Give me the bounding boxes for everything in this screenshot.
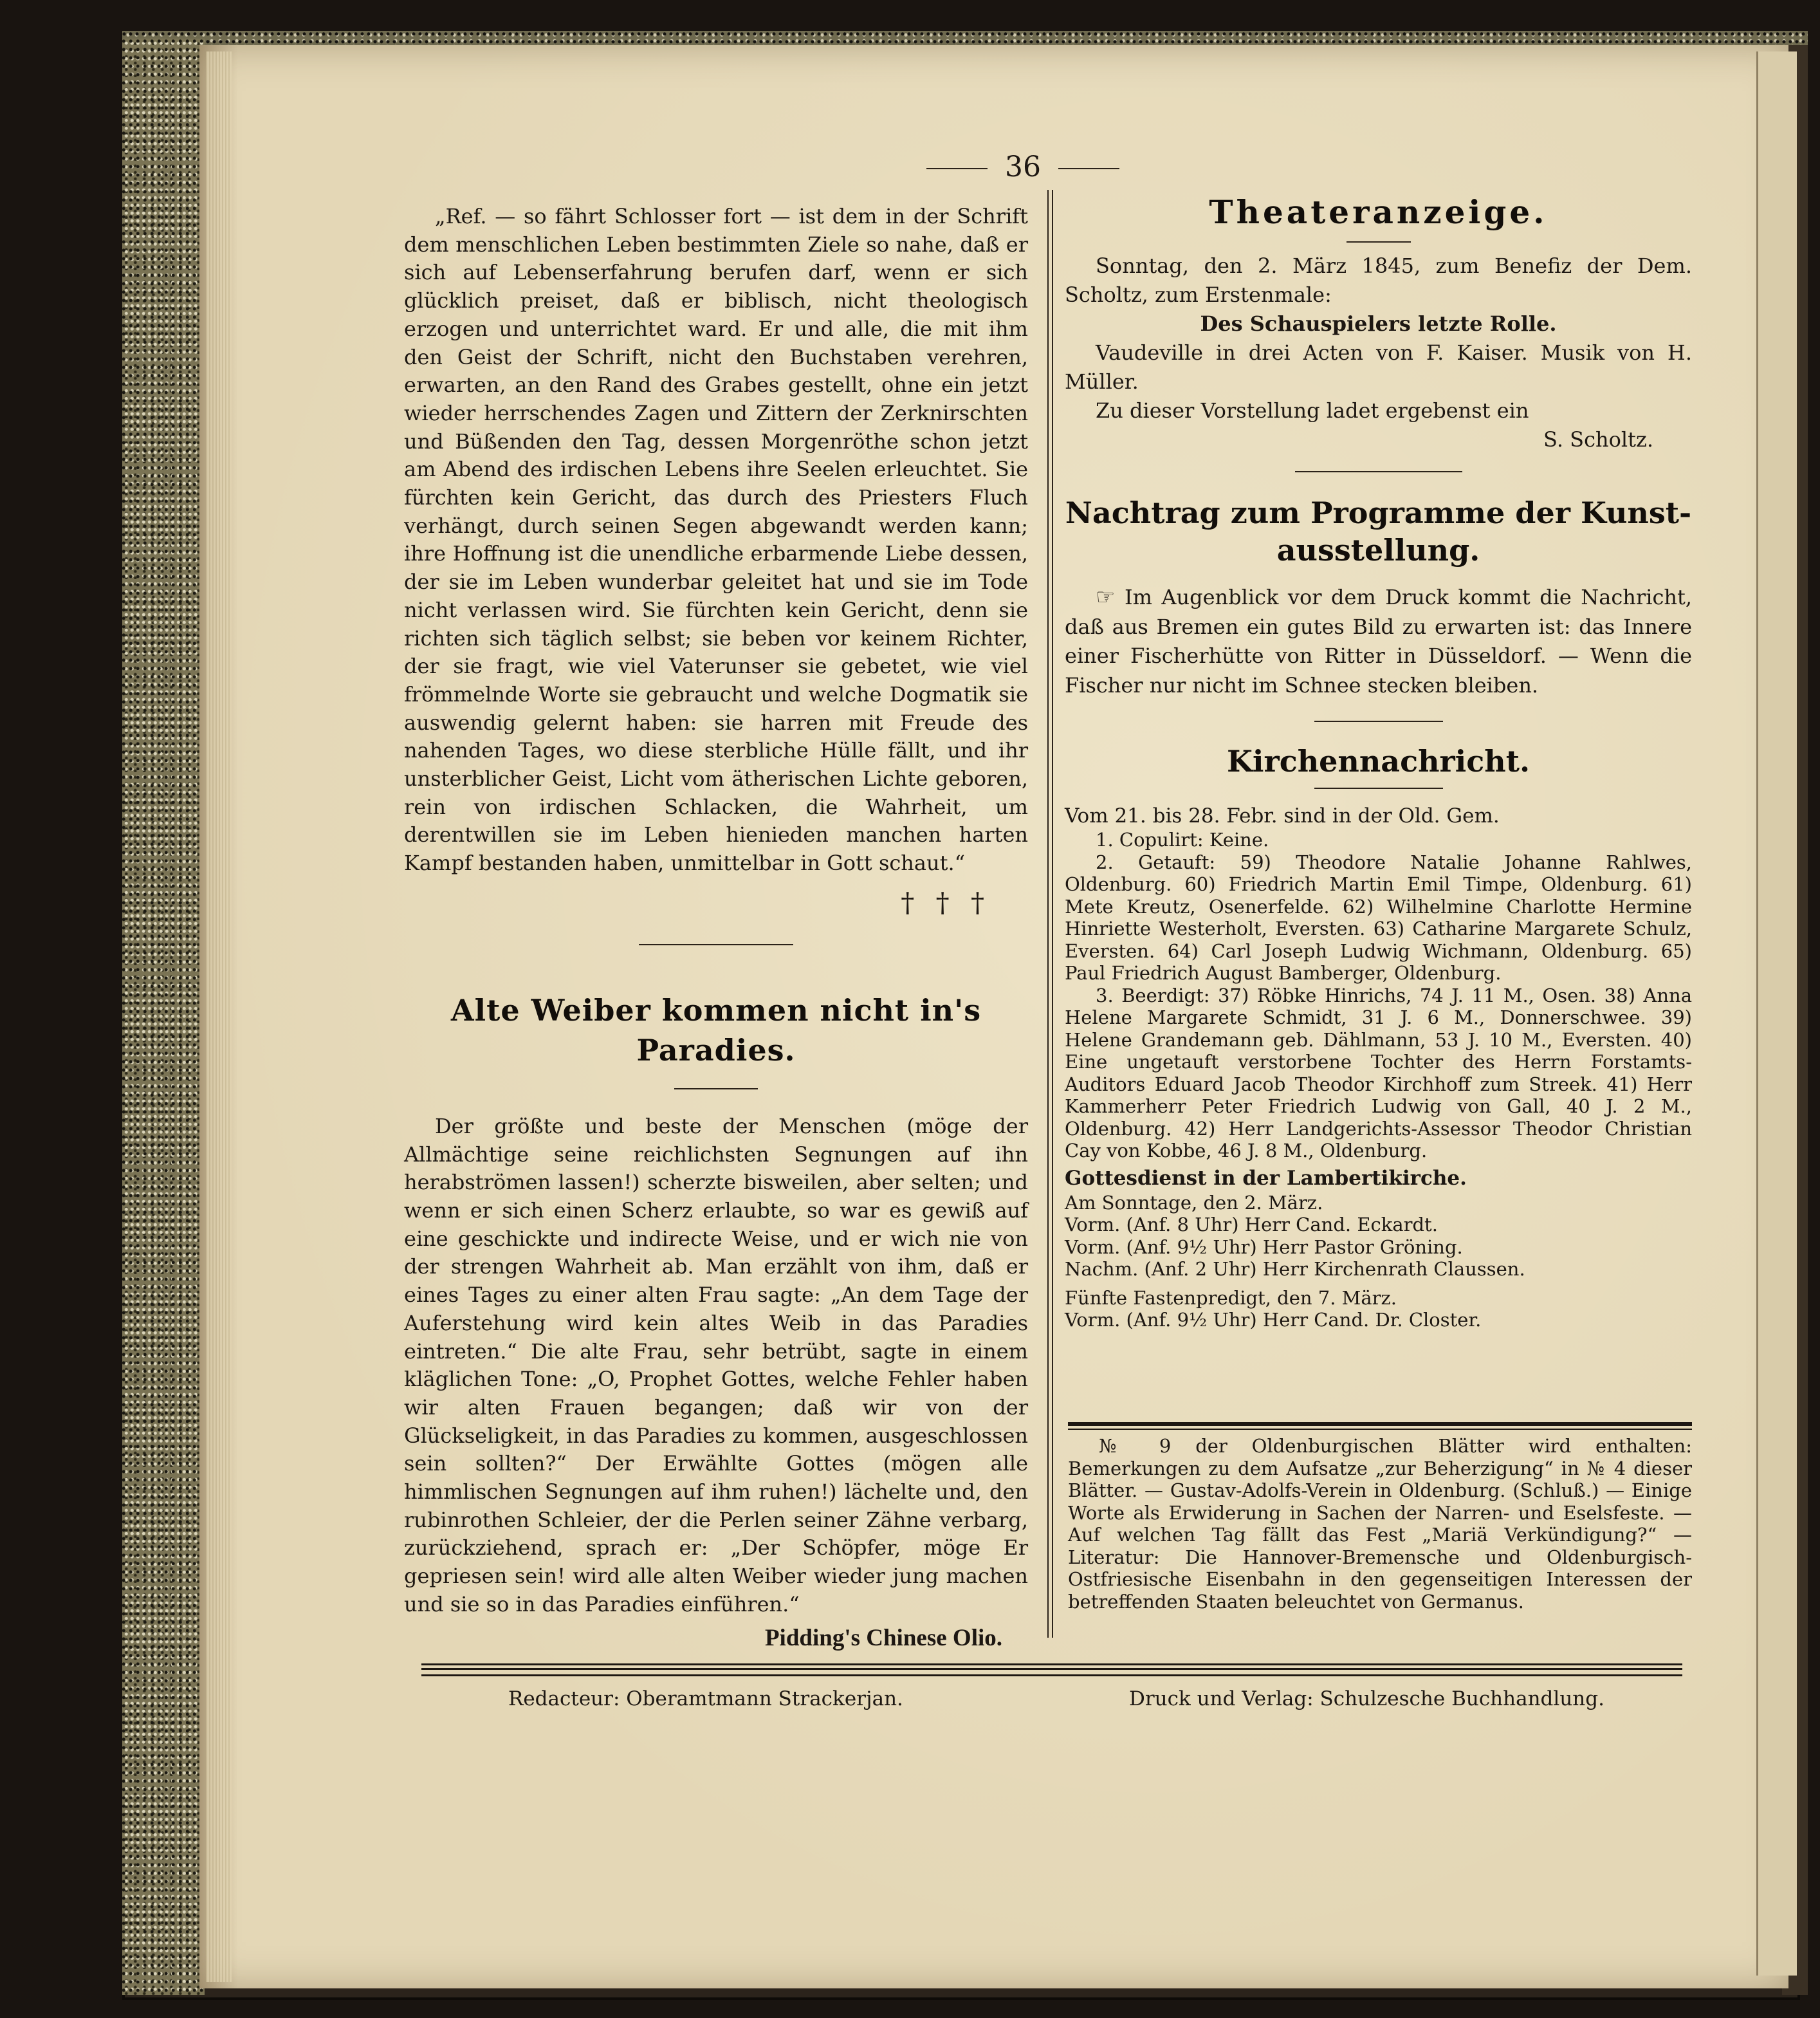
theater-underline [1347,241,1411,243]
gottesdienst-title: Gottesdienst in der Lambertikirche. [1065,1166,1467,1190]
footer-publisher: Druck und Verlag: Schulzesche Buchhandlung. [1129,1687,1604,1710]
footer-rule [421,1663,1682,1676]
kirchen-title: Kirchennachricht. [1227,744,1530,779]
marbled-cover-spine [122,39,205,1995]
kirchen-intro: Vom 21. bis 28. Febr. sind in der Old. Gem. [1065,804,1500,828]
separator-rule [1295,471,1462,472]
right-column [1065,190,1692,1331]
notice-text: № 9 der Oldenburgischen Blätter wird enthalten: Bemerkungen zu dem Aufsatze „zur Beherzigung“ in № 4 dieser Blätter. — Gustav-Adolfs-Verein in Oldenburg. (Schluß.) — Einige Worte als Erwiderung in Sachen der Narren- und Eselsfeste. — Auf welchen Tag fällt das Fest „Mariä Verkündigung?“ — Literatur: Die Hannover-Bremensche und Oldenburgisch-Ostfriesische Eisenbahn in den gegenseitigen Interessen der betreffenden Staaten beleuchtet von Germanus. [1068,1435,1692,1613]
kirchen-copulirt: 1. Copulirt: Keine. [1096,829,1269,851]
article-title-line2: Paradies. [636,1032,796,1068]
page-number: 36 [926,145,1119,190]
article-body: Der größte und beste der Menschen (möge der Allmächtige seine reichlichsten Segnungen auf ihn herabströmen lassen!) scherzte bisweilen, aber selten; und wenn er sich einen Scherz erlaubte, so war es gewiß auf eine geschickte und indirecte Weise, und er wich nie von der strengen Wahrheit ab. Man erzählt von ihm, daß er eines Tages zu einer alten Frau sagte: „An dem Tage der Auferstehung wird kein altes Weib in das Paradies eintreten.“ Die alte Frau, sehr betrübt, sagte in einem kläglichen Tone: „O, Prophet Gottes, welche Fehler haben wir alten Frauen begangen; daß wir von der Glückseligkeit, in das Paradies zu kommen, ausgeschlossen sein sollten?“ Der Erwählte Gottes (mögen alle himmlischen Segnungen auf ihm ruhen!) lächelte und, den rubinrothen Schleier, der die Perlen seiner Zähne verbarg, zurückziehend, sprach er: „Der Schöpfer, möge Er gepriesen sein! wird alle alten Weiber wieder jung machen und sie so in das Paradies einführen.“ [404,1113,1028,1616]
crosses-ornament: † † † [901,886,991,918]
theater-line2: Vaudeville in drei Acten von F. Kaiser. Musik von H. Müller. [1065,340,1692,394]
theater-line3: Zu dieser Vorstellung ladet ergebenst ein [1096,398,1529,423]
theater-signature: S. Scholtz. [1543,427,1653,452]
page-gutter [206,51,232,1982]
sunday-line: Am Sonntage, den 2. März. [1065,1191,1323,1214]
title-underline [674,1088,758,1089]
nachtrag-text: Im Augenblick vor dem Druck kommt die Nachricht, daß aus Bremen ein gutes Bild zu erwarten ist: das Innere einer Fischerhütte von Ritter in Düsseldorf. — Wenn die Fischer nur nicht im Schnee stecken bleiben. [1065,585,1693,698]
theater-line1: Sonntag, den 2. März 1845, zum Benefiz der Dem. Scholtz, zum Erstenmale: [1065,254,1692,307]
column-divider [1047,190,1053,1638]
notice-box [1068,1422,1692,1613]
kirchen-getauft: 2. Getauft: 59) Theodore Natalie Johanne Rahlwes, Oldenburg. 60) Friedrich Martin Emil Timpe, Oldenburg. 61) Mete Kreutz, Osenerfelde. 62) Wilhelmine Charlotte Hermine Hinriette Westerholt, Eversten. 63) Catharine Margarete Schulz, Eversten. 64) Carl Joseph Ludwig Wichmann, Oldenburg. 65) Paul Friedrich August Bamberger, Oldenburg. [1065,851,1692,984]
fasten-line: Fünfte Fastenpredigt, den 7. März. [1065,1286,1397,1309]
nachtrag-title-line2: ausstellung. [1276,533,1480,568]
kirchen-beerdigt: 3. Beerdigt: 37) Röbke Hinrichs, 74 J. 11 M., Osen. 38) Anna Helene Margarete Schmidt, 31 J. 6 M., Donnerschwee. 39) Helene Grandemann geb. Dählmann, 53 J. 10 M., Eversten. 40) Eine ungetauft verstorbene Tochter des Herrn Forstamts-Auditors Eduard Jacob Theodor Kirchhoff zum Streek. 41) Herr Kammerherr Peter Friedrich Ludwig von Gall, 40 J. 2 M., Oldenburg. 42) Herr Landgerichts-Assessor Theodor Christian Cay von Kobbe, 46 J. 8 M., Oldenburg. [1065,984,1692,1162]
footer-editor: Redacteur: Oberamtmann Strackerjan. [508,1687,903,1710]
service-1: Vorm. (Anf. 8 Uhr) Herr Cand. Eckardt. [1065,1214,1438,1236]
quote-paragraph: „Ref. — so fährt Schlosser fort — ist dem in der Schrift dem menschlichen Leben bestimmten Ziele so nahe, daß er sich auf Lebenserfahrung berufen darf, wenn er sich glücklich preiset, daß er biblisch, nicht theologisch erzogen und unterrichtet ward. Er und alle, die mit ihm den Geist der Schrift, nicht den Buchstaben verehren, erwarten, an den Rand des Grabes gestellt, ohne ein jetzt wieder herrschendes Zagen und Zittern der Zerknirschten und Büßenden den Tag, dessen Morgenröthe schon jetzt am Abend des irdischen Lebens ihre Seelen erleuchtet. Sie fürchten kein Gericht, das durch des Priesters Fluch verhängt, durch seinen Segen abgewandt werden kann; ihre Hoffnung ist die unendliche erbarmende Liebe dessen, der sie im Leben wunderbar geleitet hat und sie im Tode nicht verlassen wird. Sie fürchten kein Gericht, denn sie richten sich täglich selbst; sie beben vor keinem Richter, der sie fragt, wie viel Vaterunser sie gebetet, wie viel frömmelnde Worte sie gebraucht und welche Dogmatik sie auswendig gelernt haben: sie harren mit Freude des nahenden Tages, wo diese sterbliche Hülle fällt, und ihr unsterblicher Geist, Licht vom ätherischen Lichte geboren, rein von irdischen Schlacken, die Wahrheit, um derentwillen sie im Leben hienieden manchen harten Kampf bestanden haben, unmittelbar in Gott schaut.“ [404,204,1028,876]
service-3: Nachm. (Anf. 2 Uhr) Herr Kirchenrath Claussen. [1065,1258,1525,1280]
play-title: Des Schauspielers letzte Rolle. [1200,311,1557,336]
theater-title: Theateranzeige. [1209,193,1548,231]
next-page-edge [1756,51,1797,1976]
pointing-hand-icon: ☞ [1096,584,1116,610]
kirchen-underline [1314,788,1443,789]
left-column [404,203,1028,1652]
nachtrag-title-line1: Nachtrag zum Programme der Kunst- [1065,495,1692,530]
article-source: Pidding's Chinese Olio. [764,1624,1002,1651]
article-title-line1: Alte Weiber kommen nicht in's [450,992,982,1028]
service-2: Vorm. (Anf. 9½ Uhr) Herr Pastor Gröning. [1065,1236,1463,1258]
service-4: Vorm. (Anf. 9½ Uhr) Herr Cand. Dr. Closter. [1065,1309,1482,1331]
separator-rule [1314,721,1443,722]
nachtrag-body [1065,583,1692,700]
